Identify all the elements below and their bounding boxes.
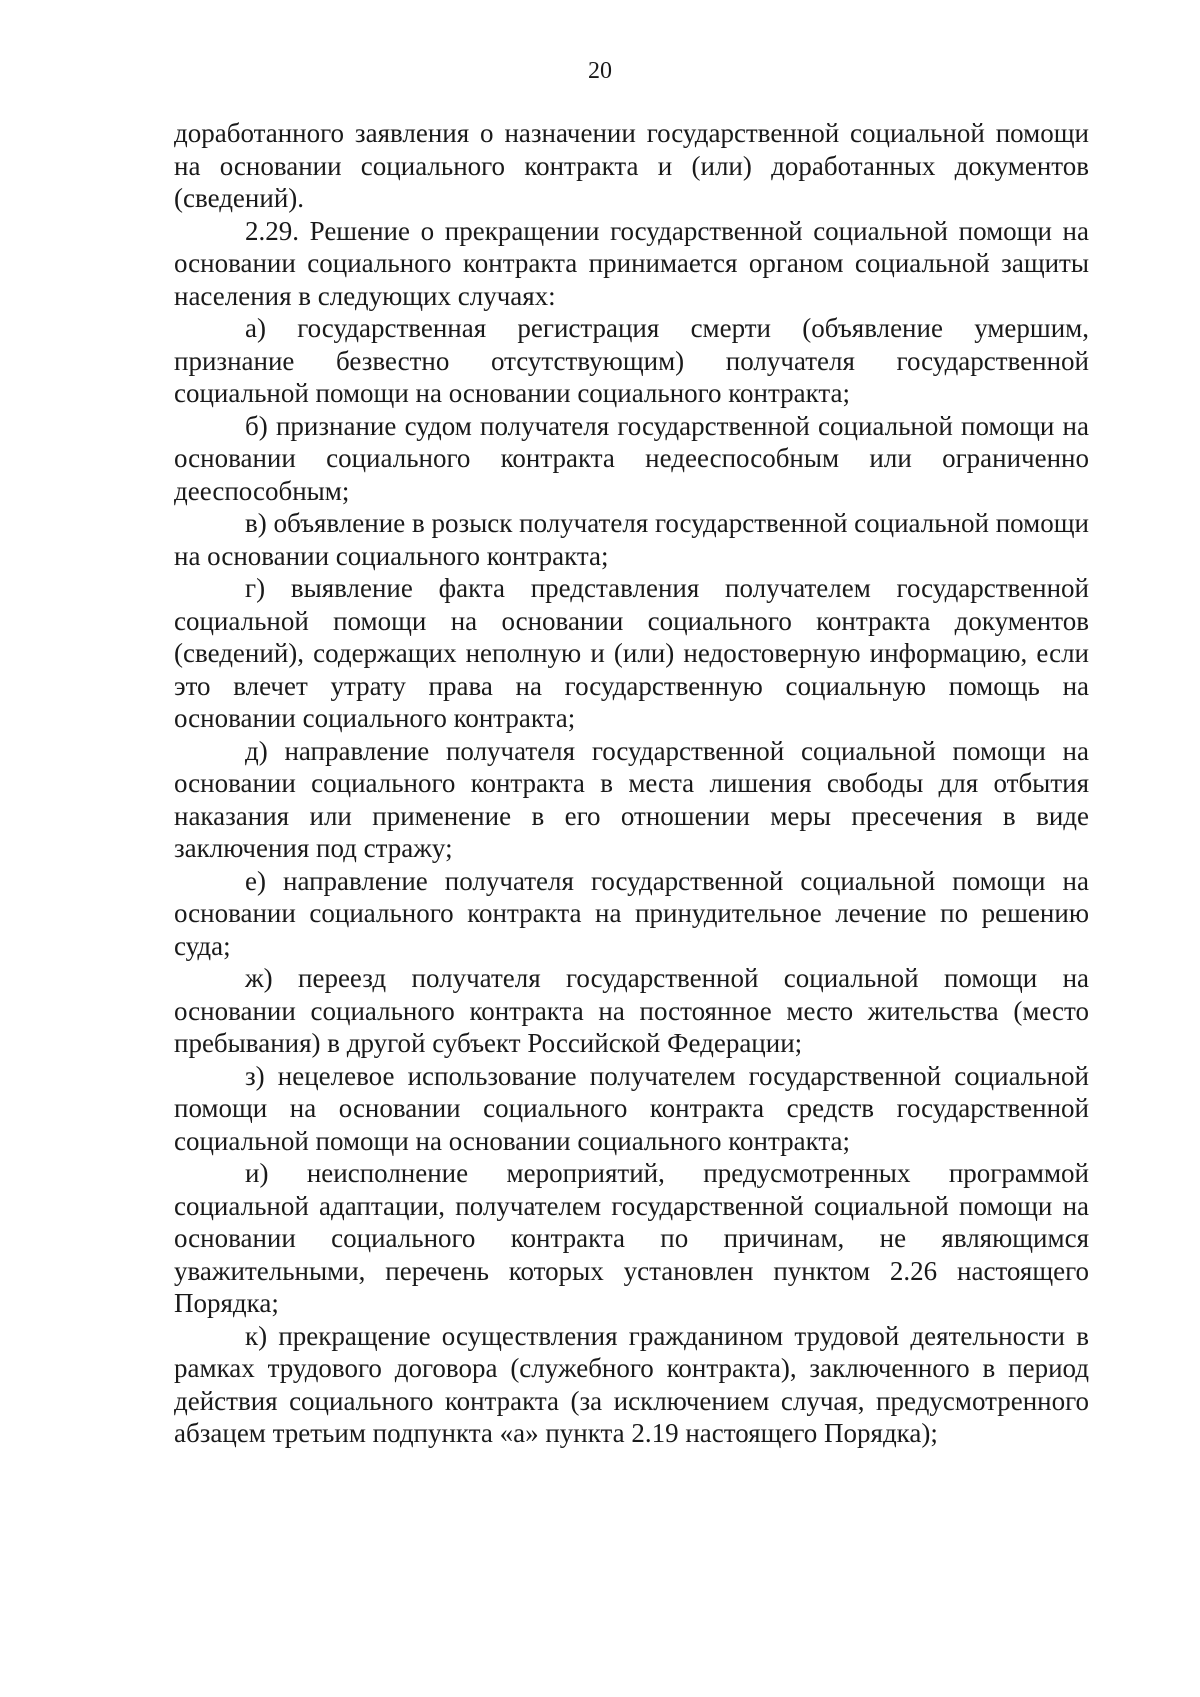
list-item-a: а) государственная регистрация смерти (объявление умершим, признание безвестно отсутствующим) получателя государственной социальной помощи на основании социального контракта;: [174, 313, 1089, 408]
paragraph-continuation: доработанного заявления о назначении государственной социальной помощи на основании социального контракта и (или) доработанных документов (сведений).: [174, 118, 1089, 213]
list-item-k: к) прекращение осуществления гражданином трудовой деятельности в рамках трудового договора (служебного контракта), заключенного в период действия социального контракта (за исключением случая, предусмотренного абзацем третьим подпункта «а» пункта 2.19 настоящего Порядка);: [174, 1320, 1089, 1448]
list-item-zh: ж) переезд получателя государственной социальной помощи на основании социального контракта на постоянное место жительства (место пребывания) в другой субъект Российской Федерации;: [174, 963, 1089, 1058]
list-item-e: е) направление получателя государственной социальной помощи на основании социального контракта на принудительное лечение по решению суда;: [174, 865, 1089, 961]
list-item-z: з) нецелевое использование получателем государственной социальной помощи на основании социального контракта средств государственной социальной помощи на основании социального контракта;: [174, 1060, 1089, 1156]
list-item-d: д) направление получателя государственной социальной помощи на основании социального контракта в места лишения свободы для отбытия наказания или применение в его отношении меры пресечения в виде заключения под стражу;: [174, 735, 1089, 863]
page-number: 20: [588, 58, 612, 84]
list-item-i: и) неисполнение мероприятий, предусмотренных программой социальной адаптации, получателем государственной социальной помощи на основании социального контракта по причинам, не являющимся уважительными, перечень которых установлен пунктом 2.26 настоящего Порядка;: [174, 1158, 1089, 1318]
list-item-v: в) объявление в розыск получателя государственной социальной помощи на основании социального контракта;: [174, 508, 1089, 571]
paragraph-2-29: 2.29. Решение о прекращении государственной социальной помощи на основании социального контракта принимается органом социальной защиты населения в следующих случаях:: [174, 215, 1089, 311]
document-body: [174, 117, 1089, 1450]
list-item-g: г) выявление факта представления получателем государственной социальной помощи на основании социального контракта документов (сведений), содержащих неполную и (или) недостоверную информацию, если это влечет утрату права на государственную социальную помощь на основании социального контракта;: [174, 573, 1089, 733]
list-item-b: б) признание судом получателя государственной социальной помощи на основании социального контракта недееспособным или ограниченно дееспособным;: [174, 410, 1089, 506]
